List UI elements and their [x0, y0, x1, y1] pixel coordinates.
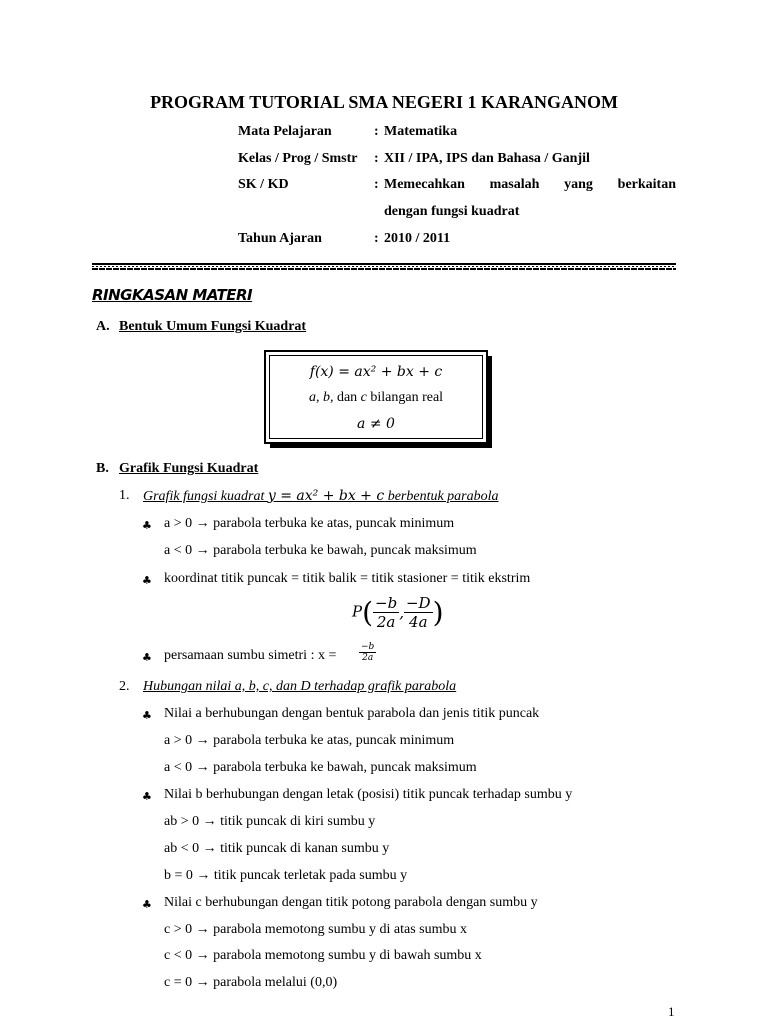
item-1-title-a: Grafik fungsi kuadrat: [143, 489, 268, 504]
item-1-formula: y = ax² + bx + c: [267, 488, 385, 504]
meta-value-sk: Memecahkan masalah yang berkaitan: [384, 177, 676, 192]
general-form-formula: f(x) = ax² + bx + c: [309, 364, 443, 380]
meta-value-year: 2010 / 2011: [384, 231, 451, 246]
meta-key-class: Kelas / Prog / Smstr: [238, 151, 358, 166]
vertex-y-den: 4a: [409, 613, 428, 631]
a-not-zero: a ≠ 0: [357, 416, 395, 432]
item-2-b-2: ab < 0 → titik puncak di kanan sumbu y: [164, 841, 390, 856]
item-1-title: [143, 488, 499, 505]
coefficient-and: dan: [333, 390, 361, 405]
item-2-a-1: a > 0 → parabola terbuka ke atas, puncak minimum: [164, 733, 455, 748]
coefficient-ab: a, b,: [308, 390, 334, 405]
item-2-b-1: ab > 0 → titik puncak di kiri sumbu y: [164, 814, 376, 829]
summary-heading: RINGKASAN MATERI: [92, 286, 253, 304]
decorative-divider: [92, 262, 676, 272]
vertex-x-num: −b: [375, 594, 398, 612]
bullet-icon: ♣: [142, 790, 152, 803]
meta-sep: :: [374, 124, 379, 139]
item-1-line-1: a > 0 → parabola terbuka ke atas, puncak minimum: [164, 516, 455, 531]
page-number: 1: [668, 1004, 675, 1019]
item-1-line-2: a < 0 → parabola terbuka ke bawah, puncak maksimum: [164, 543, 477, 558]
item-2-title: Hubungan nilai a, b, c, dan D terhadap grafik parabola: [143, 679, 457, 694]
item-2-c-3: c = 0 → parabola melalui (0,0): [164, 975, 338, 990]
coefficient-note: [266, 390, 486, 406]
vertex-label: P: [352, 602, 363, 621]
item-2-c-2: c < 0 → parabola memotong sumbu y di bawah sumbu x: [164, 948, 482, 963]
vertex-x-den: 2a: [376, 613, 396, 631]
axis-fraction: [359, 642, 376, 663]
meta-sep: :: [374, 151, 379, 166]
section-b-label: B.: [96, 461, 109, 476]
section-a-label: A.: [96, 319, 110, 334]
item-1-title-c: berbentuk parabola: [384, 489, 499, 504]
document-title: PROGRAM TUTORIAL SMA NEGERI 1 KARANGANOM: [150, 92, 618, 112]
bullet-icon: ♣: [142, 519, 152, 532]
item-2-a-2: a < 0 → parabola terbuka ke bawah, puncak maksimum: [164, 760, 477, 775]
formula-box: [264, 350, 488, 444]
item-2-c-1: c > 0 → parabola memotong sumbu y di atas sumbu x: [164, 922, 468, 937]
meta-sep: :: [374, 177, 379, 192]
meta-value-class: XII / IPA, IPS dan Bahasa / Ganjil: [384, 151, 590, 166]
section-b-title: Grafik Fungsi Kuadrat: [119, 461, 259, 476]
vertex-y-num: −D: [405, 594, 431, 612]
item-1-number: 1.: [119, 488, 130, 503]
vertex-formula: P( $\frac{-b}{2a}$ , $\frac{-D}{4a}$ ): [352, 594, 444, 631]
vertex-y-fraction: [404, 594, 433, 631]
vertex-x-fraction: [373, 594, 399, 631]
section-a-title: Bentuk Umum Fungsi Kuadrat: [119, 319, 307, 334]
bullet-icon: ♣: [142, 651, 152, 664]
bullet-icon: ♣: [142, 898, 152, 911]
item-2-b-3: b = 0 → titik puncak terletak pada sumbu y: [164, 868, 408, 883]
meta-value-subject: Matematika: [384, 124, 458, 139]
item-2-number: 2.: [119, 679, 130, 694]
coefficient-real: bilangan real: [366, 390, 444, 405]
bullet-icon: ♣: [142, 709, 152, 722]
item-1-line-4: persamaan sumbu simetri : x =: [164, 648, 337, 663]
item-2-a-head: Nilai a berhubungan dengan bentuk parabola dan jenis titik puncak: [164, 706, 540, 721]
item-2-c-head: Nilai c berhubungan dengan titik potong parabola dengan sumbu y: [164, 895, 538, 910]
meta-value-sk-cont: dengan fungsi kuadrat: [384, 204, 520, 219]
meta-key-sk: SK / KD: [238, 177, 289, 192]
item-2-b-head: Nilai b berhubungan dengan letak (posisi) titik puncak terhadap sumbu y: [164, 787, 573, 802]
meta-key-subject: Mata Pelajaran: [238, 124, 332, 139]
axis-den: 2a: [362, 653, 374, 663]
bullet-icon: ♣: [142, 574, 152, 587]
meta-key-year: Tahun Ajaran: [238, 231, 322, 246]
item-1-line-3: koordinat titik puncak = titik balik = titik stasioner = titik ekstrim: [164, 571, 531, 586]
coefficient-c: c: [360, 390, 367, 405]
axis-num: −b: [361, 642, 375, 652]
meta-sep: :: [374, 231, 379, 246]
